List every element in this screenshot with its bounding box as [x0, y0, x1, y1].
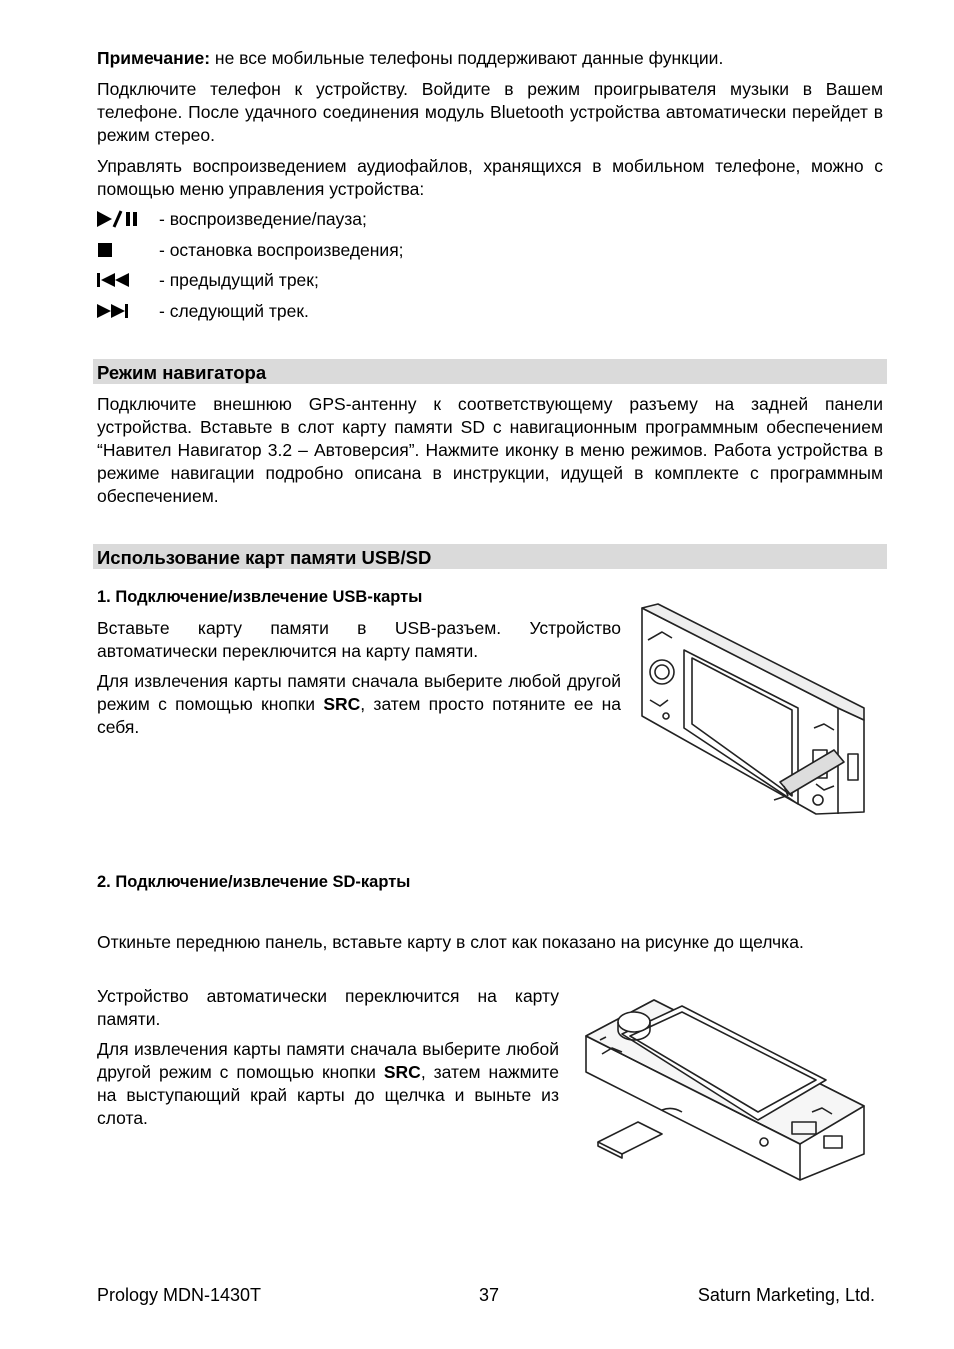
note-text: не все мобильные телефоны поддерживают данные функции.: [210, 48, 724, 68]
control-previous: [97, 268, 319, 292]
sd-paragraph-3: Для извлечения карты памяти сначала выберите любой другой режим с помощью кнопки SRC, затем нажмите на выступающий край карты до щелчка и выньте из слота.: [97, 1039, 559, 1128]
src-button-label: SRC: [323, 694, 361, 714]
sd-device-illustration: [578, 994, 870, 1184]
memory-heading: Использование карт памяти USB/SD: [93, 544, 887, 569]
previous-track-icon: [97, 268, 159, 292]
footer-product: Prology MDN-1430T: [97, 1285, 262, 1305]
footer-company: Saturn Marketing, Ltd.: [697, 1285, 875, 1305]
usb-subtitle: 1. Подключение/извлечение USB-карты: [97, 588, 423, 606]
sd-paragraph-2: Устройство автоматически переключится на карту памяти.: [97, 986, 559, 1029]
usb-paragraph-1: Вставьте карту памяти в USB-разъем. Устройство автоматически переключится на карту памяти.: [97, 618, 621, 661]
control-text: - предыдущий трек;: [159, 270, 319, 290]
note-paragraph: [97, 47, 883, 70]
sd-paragraph-1: Откиньте переднюю панель, вставьте карту в слот как показано на рисунке до щелчка.: [97, 932, 804, 952]
control-stop: [97, 238, 404, 262]
control-text: - следующий трек.: [159, 301, 309, 321]
sd-subtitle: 2. Подключение/извлечение SD-карты: [97, 873, 411, 891]
control-next: [97, 299, 309, 323]
play-pause-icon: [97, 207, 159, 231]
usb-paragraph-2: Для извлечения карты памяти сначала выберите любой другой режим с помощью кнопки SRC, затем просто потяните ее на себя.: [97, 671, 621, 737]
connect-paragraph: Подключите телефон к устройству. Войдите в режим проигрывателя музыки в Вашем телефоне. После удачного соединения модуль Bluetooth устройства автоматически перейдет в режим стерео.: [97, 79, 883, 145]
footer-page-number: 37: [479, 1285, 500, 1305]
control-paragraph: Управлять воспроизведением аудиофайлов, хранящихся в мобильном телефоне, можно с помощью меню управления устройства:: [97, 156, 883, 199]
stop-icon: [97, 238, 159, 262]
control-text: - остановка воспроизведения;: [159, 240, 404, 260]
control-text: - воспроизведение/пауза;: [159, 209, 367, 229]
usb-device-illustration: [638, 600, 868, 818]
control-play-pause: [97, 207, 367, 231]
navigator-heading: Режим навигатора: [93, 359, 887, 384]
src-button-label: SRC: [383, 1062, 421, 1082]
next-track-icon: [97, 299, 159, 323]
navigator-paragraph: Подключите внешнюю GPS-антенну к соответствующему разъему на задней панели устройства. Вставьте в слот карту памяти SD с навигационным программным обеспечением “Навител Навигатор 3.2 – Автоверсия”. Нажмите иконку в меню режимов. Работа устройства в режиме навигации подробно описана в инструкции, идущей в комплекте с программным обеспечением.: [97, 394, 883, 506]
note-label: Примечание:: [97, 48, 211, 68]
